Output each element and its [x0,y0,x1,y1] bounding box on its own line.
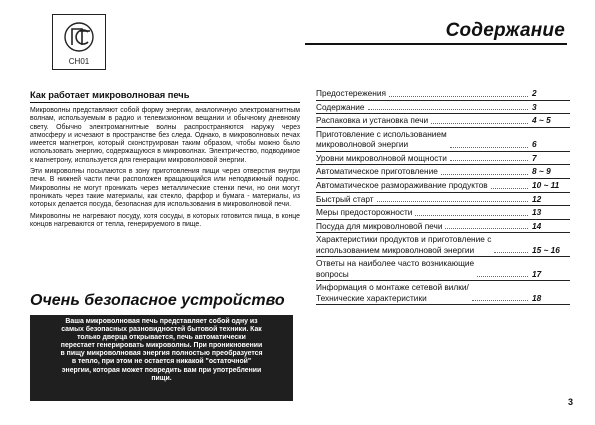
toc-label [316,166,438,177]
toc-label-line: Технические характеристики [316,292,427,303]
safe-device-box [30,315,293,401]
toc-label [316,234,491,255]
toc-label-line: Меры предосторожности [316,207,413,218]
page-title: Содержание [445,20,565,41]
toc-leader [431,123,528,124]
toc-leader [377,201,528,202]
toc-label-line: Характеристики продуктов и приготовление с [316,234,492,245]
toc-label [316,207,412,218]
toc-row [316,281,570,305]
toc-label-line: Ответы на наиболее часто возникающие [316,258,475,269]
table-of-contents [316,87,570,305]
toc-leader [472,300,528,301]
toc-page-number: 6 [532,139,537,150]
toc-leader [445,228,528,229]
pct-mark-icon [63,21,95,53]
toc-page-number: 14 [532,220,542,231]
toc-label [316,153,447,164]
toc-row [316,220,570,234]
toc-page-number: 3 [532,101,537,112]
toc-page-number: 18 [532,292,542,303]
toc-row [316,206,570,220]
safe-line: пищи. [151,374,172,382]
toc-row [316,87,570,101]
toc-leader [368,109,529,110]
toc-label-line: Приготовление с использованием [316,128,447,139]
toc-leader [415,215,528,216]
toc-row [316,114,570,128]
toc-row [316,179,570,193]
toc-label [316,221,442,232]
safe-line: самых безопасных разновидностей бытовой техники. Как [61,326,262,334]
title-rule [305,43,567,45]
toc-label [316,129,447,150]
toc-label-line: микроволновой энергии [316,139,409,150]
toc-leader [441,174,528,175]
toc-row [316,193,570,207]
toc-page-number: 12 [532,193,542,204]
toc-row [316,128,570,152]
safe-line: перестает генерировать микроволны. При проникновении [60,342,263,350]
toc-row [316,101,570,115]
certification-logo [52,14,106,70]
section-heading: Как работает микроволновая печь [30,90,190,100]
toc-row [316,233,570,257]
paragraph: Эти микроволны посылаются в зону приготовления пищи через отверстия внутри печи. В нижней части печи расположен вращающийся или неподвижный поднос. Микроволны не могут проникать через металлические стенки печи, но они могут проникать через такие материалы, как стекло, фарфор и бумага - материалы, из которых делается посуда, безопасная для использования в микроволновой печи. [30,168,300,209]
toc-page-number: 15 ~ 16 [532,244,560,255]
toc-label [316,102,365,113]
paragraph: Микроволны представляют собой форму энергии, аналогичную электромагнитным волнам, используемым в радио и телевизионном вещании и обычному дневному свету. Обычно электромагнитные волны распространяются наружу через атмосферу и исчезают в пространстве без следа. Однако, в микроволновых печах имеется магнетрон, который сконструирован таким образом, чтобы можно было использовать энергию, содержащуюся в микроволнах. Электричество, подводимое к магнетрону, используется для генерации микроволновой энергии. [30,107,300,164]
toc-label-line: Автоматическое приготовление [316,166,438,177]
toc-row [316,257,570,281]
toc-page-number: 7 [532,152,537,163]
toc-leader [477,276,528,277]
safe-line: Ваша микроволновая печь представляет собой одну из [65,318,258,325]
cert-code: CH01 [68,57,90,66]
toc-label-line: Информация о монтаже сетевой вилки/ [316,282,469,293]
toc-label [316,194,374,205]
paragraph: Микроволны не нагревают посуду, хотя сосуды, в которых готовится пища, в конце концов нагреваются от тепла, генерируемого в пище. [30,212,300,228]
toc-page-number: 13 [532,207,542,218]
toc-label-line: вопросы [316,268,349,279]
toc-row [316,152,570,166]
page-number: 3 [567,397,573,407]
safe-line: в пищу микроволновая энергия полностью преобразуется [60,350,263,358]
toc-label [316,282,469,303]
how-it-works-section [30,90,300,232]
toc-leader [450,147,528,148]
toc-leader [494,252,528,253]
toc-label [316,115,428,126]
toc-page-number: 8 ~ 9 [532,166,551,177]
toc-label [316,180,488,191]
safe-device-heading: Очень безопасное устройство [30,292,285,309]
toc-label [316,258,474,279]
toc-leader [491,188,528,189]
toc-label-line: использованием микроволновой энергии [316,244,475,255]
toc-row [316,165,570,179]
toc-label-line: Быстрый старт [316,193,374,204]
toc-page-number: 17 [532,268,542,279]
toc-page-number: 4 ~ 5 [532,115,551,126]
toc-leader [450,160,528,161]
section-rule [30,102,300,103]
toc-label [316,88,386,99]
toc-label-line: Содержание [316,101,365,112]
safe-line: только дверца открывается, печь автоматически [77,334,246,342]
safe-line: энергии, которая может повредить вам при употреблении [61,366,262,374]
safe-line: в тепло, при этом не остается никакой "остаточной" [71,358,252,366]
toc-label-line: Посуда для микроволновой печи [316,220,443,231]
toc-label-line: Предостережения [316,88,386,99]
toc-label-line: Автоматическое размораживание продуктов [316,180,488,191]
toc-label-line: Распаковка и установка печи [316,115,429,126]
toc-label-line: Уровни микроволновой мощности [316,152,447,163]
toc-page-number: 2 [532,88,537,99]
toc-leader [389,96,528,97]
toc-page-number: 10 ~ 11 [532,180,560,191]
